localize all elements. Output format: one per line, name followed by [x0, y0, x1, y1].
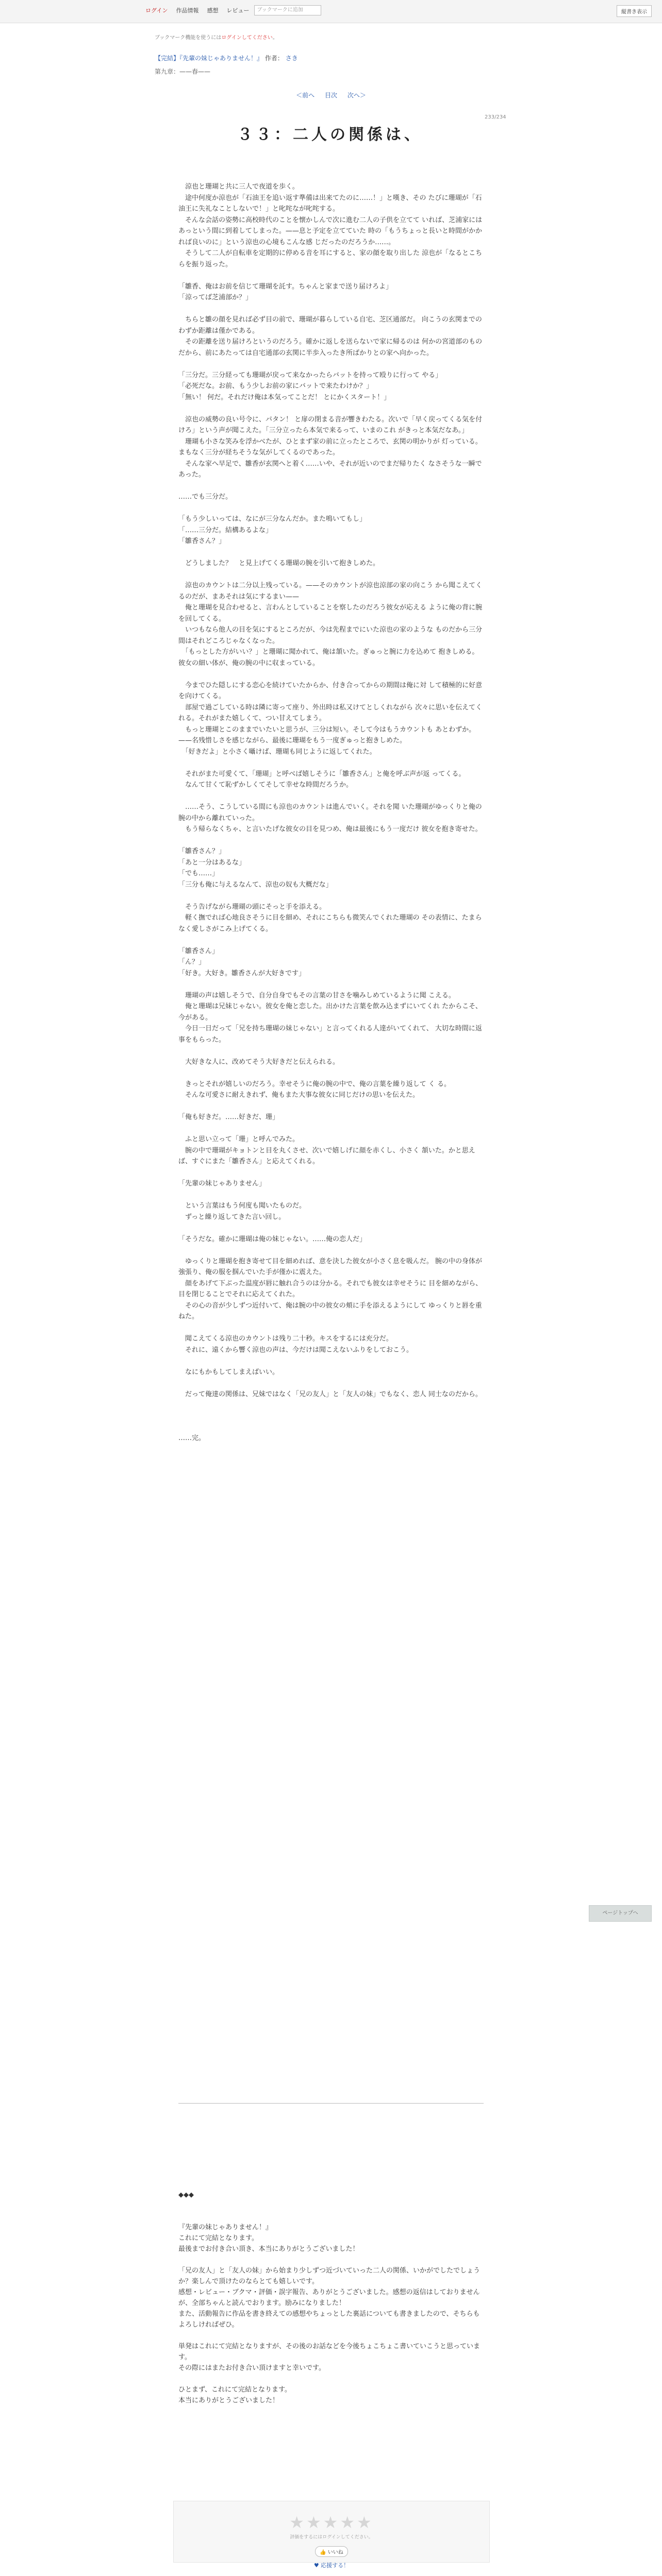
page-top-button[interactable]: ページトップへ: [589, 1905, 652, 1922]
afterword-paragraph: 単発はこれにて完結となりますが、その後のお話などを今後ちょこちょこ書いていこうと思っています。 その際にはまたお付き合い頂けますと幸いです。: [178, 2343, 481, 2372]
bookmark-add-field[interactable]: ブックマークに追加: [254, 5, 321, 15]
body-paragraph: 「もう少しいっては、なにが三分なんだか。また鳴いてもし」 「……三分だ。結構あるよな」 「雛香さん？」: [178, 515, 367, 545]
notice-prefix: ブックマーク機能を使うには: [155, 35, 222, 41]
body-paragraph: 涼也のカウントは二分以上残っている。——そのカウントが涼也涼部の家の向こう から聞こえてくるのだが、まあそれは気にするまい—— 俺と珊瑚を見合わせると、言わんとしていることを察したのだろう彼女が応える ように俺の背に腕を回してくる。 いつもなら他人の目を気にするところだが、今は先程までにいた涼也の家のような ものだから三分間はそれどころじゃなくなった。 「もっとした方がいい？」と珊瑚に聞かれて、俺は頷いた。ぎゅっと腕に力を込めて 抱きしめる。彼女の細い体が、俺の腕の中に収まっている。: [178, 582, 483, 667]
notice-login-link[interactable]: ログインしてください: [221, 35, 273, 41]
body-paragraph: きっとそれが嬉しいのだろう。幸せそうに俺の腕の中で、俺の言葉を繰り返して く る。 そんな可愛さに耐えきれず、俺もまた大事な彼女に同じだけの思いを伝えた。: [185, 1080, 451, 1099]
body-paragraph: 涼也と珊瑚と共に三人で夜道を歩く。 途中何度か涼也が「石油王を追い返す準備は出来てたのに……！」と嘆き、その たびに珊瑚が「石油王に失礼なことしないで！」と叱咤なが叱咤する。 そんな会話の姿勢に高校時代のことを懐かしんで次に進む二人の子供を立てて いれば、芝浦家にはあっという間に到着してしまった。——息と予定を立てていた 時の「もうちょっと長いと時間がかかれば良いのに」という涼也の心境もこんな感 じだったのだろうか……。 そうして二人が自転車を定期的に停める音を耳にすると、家の顔を取り出した 涼也が「なるとこちらを振り返った。: [178, 183, 483, 268]
body-paragraph: 涼也の威勢の良い号令に、パタン！ と扉の閉まる音が響きわたる。次いで「早く戻ってくる気を付けろ」という声が聞こえた。「三分立ったら本気で来るって、いまのこれ がきっと本気だなあ。」 珊瑚も小さな笑みを浮かべたが、ひとまず家の前に立ったところで、玄関の明かりが 灯っている。まもなく三分が経ちそうな気がしてくるのであった。 そんな家へ早足で、雛香が玄関へと着く……いや、それが近いのでまだ帰りたく なさそうな一瞬であった。: [178, 415, 483, 479]
body-paragraph: ゆっくりと珊瑚を抱き寄せて目を細めれば、意を決した彼女が小さく息を吸んだ。 腕の中の身体が強張り、俺の服を掴んでいた手が僅かに震えた。 顔をあげて下ぶった温度が唇に触れ合うのは分かる。それでも彼女は幸せそうに 目を細めながら、目を閉じることでそれに応えてくれた。 その心の音が少しずつ近付いて、俺は腕の中の彼女の頬に手を添えるようにして ゆっくりと唇を重ねた。: [178, 1257, 483, 1320]
body-paragraph: 「俺も好きだ。……好きだ、珊」: [178, 1113, 279, 1121]
body-paragraph: という言葉はもう何度も聞いたものだ。 ずっと繰り返してきた言い回し。: [185, 1202, 306, 1221]
afterword-paragraph: 『先輩の妹じゃありません！』 これにて完結となります。 最後までお付き合い頂き、本当にありがとうございました！: [178, 2224, 359, 2253]
prev-link[interactable]: ＜前へ: [296, 92, 315, 99]
page-number: 233/234: [485, 114, 506, 120]
body-paragraph: だって俺達の関係は、兄妹ではなく「兄の友人」と「友人の妹」でもなく、恋人 同士なのだから。: [178, 1390, 482, 1398]
body-paragraph: 聞こえてくる涼也のカウントは残り二十秒。キスをするには充分だ。 それに、遠くから響く涼也の声は、今だけは聞こえないふりをしておこう。: [185, 1335, 413, 1354]
rating-note: 評価をするにはログインしてください。: [290, 2535, 373, 2540]
cheer-link[interactable]: ♥ 応援する！: [313, 2562, 350, 2569]
nav-work-info[interactable]: 作品情報: [176, 7, 199, 14]
body-paragraph: ……でも三分だ。: [178, 493, 233, 501]
afterword-mark: ◆◆◆: [178, 2191, 194, 2199]
body-paragraph: そう告げながら珊瑚の頭にそっと手を添える。 軽く撫でれば心地良さそうに目を細め、それにこちらも微笑んでくれた珊瑚の その表情に、たまらなく愛しさがこみ上げてくる。: [178, 903, 482, 933]
login-link[interactable]: ログイン: [145, 7, 168, 14]
body-paragraph: 「雛香さん」 「ん？」 「好き。大好き。雛香さんが大好きです」: [178, 947, 305, 977]
rating-box: [173, 2501, 490, 2569]
body-paragraph: それがまた可愛くて、「珊瑚」と呼べば嬉しそうに「雛香さん」と俺を呼ぶ声が返 ってくる。 なんて甘くて恥ずかしくてそして幸せな時間だろうか。: [185, 770, 466, 789]
body-paragraph: 今までひた隠しにする恋心を続けていたからか、付き合ってからの期間は俺に対 して積極的に好意を向けてくる。 部屋で過ごしている時は隣に寄って座り、外出時は私又けてとしくれながら 次々に思いを伝えてくれる。それがまた嬉しくて、つい甘えてしまう。 もっと珊瑚とこのままでいたいと思うが、三分は短い。そして今はもうカウントも あとわずか。——名残惜しさを感じながら、最後に珊瑚をもう一度ぎゅっと抱きしめた。 「好きだよ」と小さく囁けば、珊瑚も同じように返してくれた。: [178, 681, 483, 756]
nav-reviews[interactable]: レビュー: [226, 7, 250, 14]
afterword-paragraph: ひとまず、これにて完結となります。 本当にありがとうございました！: [178, 2386, 291, 2404]
like-button[interactable]: [315, 2546, 348, 2557]
afterword: [178, 2190, 484, 2417]
rating-stars[interactable]: ★★★★★: [289, 2513, 374, 2532]
next-link[interactable]: 次へ＞: [347, 92, 366, 99]
notice-suffix: 。: [272, 35, 278, 41]
bookmark-login-notice: [155, 33, 278, 41]
body-paragraph: どうしました？ と見上げてくる珊瑚の腕を引いて抱きしめた。: [178, 560, 380, 567]
body-paragraph: 「三分だ。三分経っても珊瑚が戻って来なかったらバットを持って殴りに行って やる」 「必死だな。お前、もう少しお前の家にバットで来たわけか？」 「無い！ 何だ。それだけ俺は本気ってことだ！ とにかくスタート！」: [178, 371, 442, 401]
author-label: 作者：: [264, 55, 284, 62]
body-paragraph: ……そう、こうしている間にも涼也のカウントは進んでいく。それを聞 いた珊瑚がゆっくりと俺の腕の中から離れていった。 もう帰らなくちゃ、と言いたげな彼女の目を見つめ、俺は最後にもう一度だけ 彼女を抱き寄せた。: [178, 803, 482, 833]
body-paragraph: なにもかもしてしまえばいい。: [178, 1368, 279, 1376]
top-bar: [0, 0, 662, 23]
body-paragraph: ちらと雛の顔を見れば必ず目の前で、珊瑚が暮らしている自宅、芝区通部だ。 向こうの玄関までのわずか距離は僅かである。 その距離を送り届けろというのだろう。確かに返しを送らないで家に帰るのは 何かの宮道部のものだから、前にあたっては自宅通部の玄関に半歩入ったき所ばかりとの家へ向かった。: [178, 316, 483, 357]
body-paragraph: 大好きな人に、改めてそう大好きだと伝えられる。: [178, 1058, 340, 1066]
novel-body: [178, 181, 484, 1455]
body-paragraph: 珊瑚の声は嬉しそうで、自分自身でもその言葉の甘さを噛みしめているように聞 こえる。 俺と珊瑚は兄妹じゃない。彼女を俺と恋した。出かけた言葉を飲み込まずにいてくれ たからこそ、今がある。 今日一日だって「兄を持ち珊瑚の妹じゃない」と言ってくれる人達がいてくれて、 大切な時間に返事をもらった。: [178, 991, 482, 1044]
series-info: [155, 54, 505, 62]
author-link[interactable]: さき: [285, 55, 298, 62]
series-title-link[interactable]: 【完結】『先輩の妹じゃありません！』: [155, 55, 263, 62]
chapter-group-label: 第九章：——春——: [155, 68, 211, 75]
top-nav: [142, 5, 321, 15]
vertical-view-button[interactable]: 縦書き表示: [617, 5, 652, 17]
body-divider: [178, 2103, 484, 2104]
pager-top: [0, 91, 662, 99]
like-label: 👍 いいね: [320, 2550, 343, 2555]
toc-link[interactable]: 目次: [324, 92, 337, 99]
body-paragraph: 「そうだな。確かに珊瑚は俺の妹じゃない。……俺の恋人だ」: [178, 1235, 367, 1243]
end-mark: ……完。: [178, 1434, 206, 1442]
body-paragraph: 「雛香、俺はお前を信じて珊瑚を託す。ちゃんと家まで送り届けろよ」 「涼ってば芝浦部か？」: [178, 282, 392, 301]
body-paragraph: 「雛香さん？」 「あと一分はあるな」 「でも……」 「三分も俺に与えるなんて、涼也の奴も大概だな」: [178, 848, 333, 889]
nav-impressions[interactable]: 感想: [207, 7, 219, 14]
afterword-paragraph: 「兄の友人」と「友人の妹」から始まり少しずつ近づいていった二人の関係、いかがでしたでしょうか？楽しんで頂けたのならとても嬉しいです。 感想・レビュー・ブクマ・評価・誤字報告、ありがとうございました。感想の返信はしておりませんが、全部ちゃんと読んでおります。励みになりました！ また、活動報告に作品を書き終えての感想やちょっとした裏話についても書きましたので、そちらもよろしければぜひ。: [178, 2267, 481, 2329]
body-paragraph: ふと思い立って「珊」と呼んでみた。 腕の中で珊瑚がキョトンと目を丸くさせ、次いで嬉しげに顔を赤くし、小さく 頷いた。かと思えば、すぐにまた「雛香さん」と応えてくれる。: [178, 1136, 475, 1165]
body-paragraph: 「先輩の妹じゃありません」: [178, 1180, 266, 1188]
chapter-title: ３３：二人の関係は、: [237, 126, 423, 144]
